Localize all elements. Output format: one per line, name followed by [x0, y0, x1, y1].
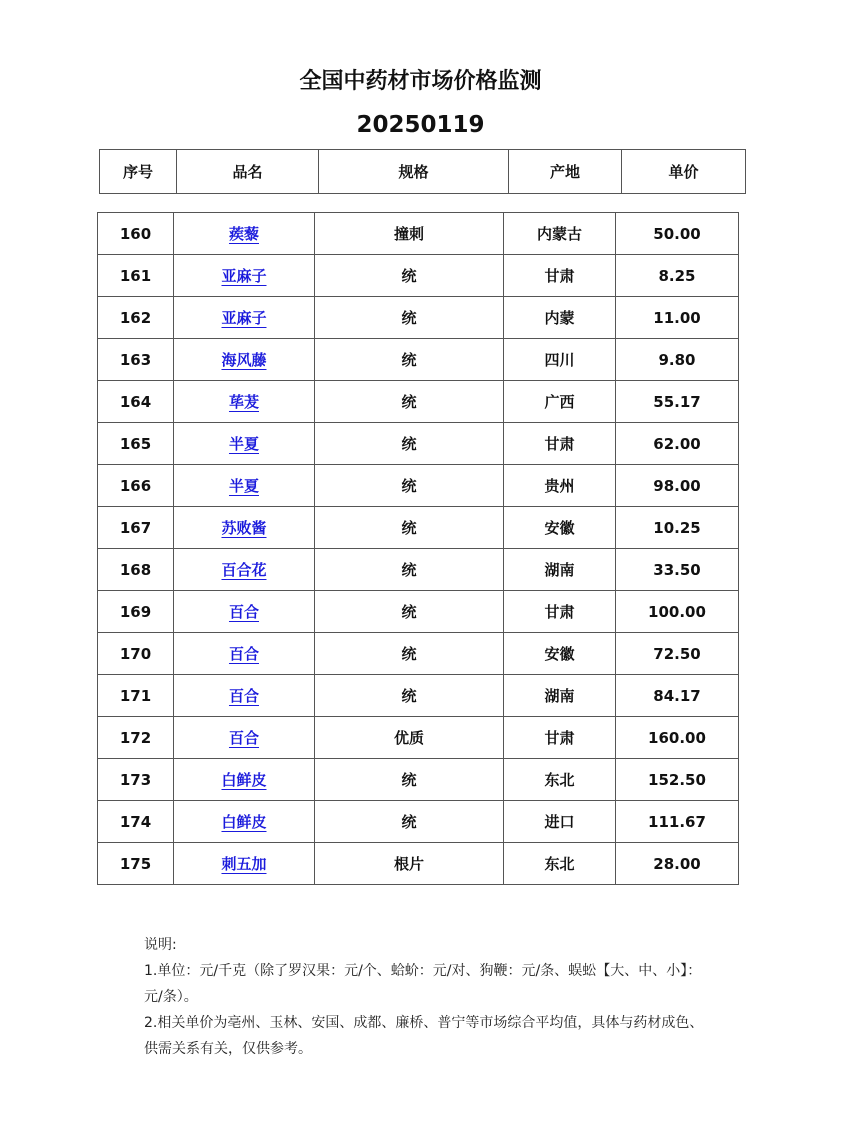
herb-name-link[interactable]: 百合 — [228, 729, 259, 747]
cell-no: 161 — [98, 255, 174, 297]
herb-name-link[interactable]: 百合 — [228, 645, 259, 663]
cell-spec: 撞刺 — [315, 213, 504, 255]
cell-spec: 统 — [315, 339, 504, 381]
cell-no: 171 — [98, 675, 174, 717]
table-row — [98, 213, 739, 255]
table-row — [98, 297, 739, 339]
table-row — [98, 507, 739, 549]
herb-name-link[interactable]: 百合 — [228, 687, 259, 705]
table-row — [98, 549, 739, 591]
cell-spec: 统 — [315, 549, 504, 591]
cell-spec: 统 — [315, 675, 504, 717]
cell-name — [174, 759, 315, 801]
cell-price: 11.00 — [616, 297, 739, 339]
cell-price: 28.00 — [616, 843, 739, 885]
cell-origin: 安徽 — [504, 633, 616, 675]
cell-origin: 甘肃 — [504, 591, 616, 633]
herb-name-link[interactable]: 半夏 — [228, 477, 259, 495]
column-header-spec: 规格 — [319, 150, 509, 194]
cell-origin: 湖南 — [504, 675, 616, 717]
cell-origin: 四川 — [504, 339, 616, 381]
page-title: 全国中药材市场价格监测 — [299, 69, 542, 94]
cell-no: 166 — [98, 465, 174, 507]
table-row — [98, 717, 739, 759]
cell-price: 72.50 — [616, 633, 739, 675]
herb-name-link[interactable]: 荜茇 — [228, 393, 259, 411]
cell-name — [174, 381, 315, 423]
cell-price: 50.00 — [616, 213, 739, 255]
cell-origin: 进口 — [504, 801, 616, 843]
cell-price: 84.17 — [616, 675, 739, 717]
cell-name — [174, 717, 315, 759]
notes-unit-line: 1.单位：元/千克（除了罗汉果：元/个、蛤蚧：元/对、狗鞭：元/条、蜈蚣【大、中、小】：元/条）。 — [144, 963, 702, 1005]
cell-name — [174, 297, 315, 339]
cell-name — [174, 339, 315, 381]
cell-spec: 统 — [315, 801, 504, 843]
notes-disclaimer-line: 2.相关单价为亳州、玉林、安国、成都、廉桥、普宁等市场综合平均值，具体与药材成色、供需关系有关，仅供参考。 — [144, 1015, 704, 1057]
cell-origin: 东北 — [504, 759, 616, 801]
cell-name — [174, 675, 315, 717]
cell-origin: 内蒙 — [504, 297, 616, 339]
cell-spec: 统 — [315, 759, 504, 801]
cell-spec: 统 — [315, 423, 504, 465]
header-table — [99, 149, 746, 194]
table-row — [98, 423, 739, 465]
cell-name — [174, 591, 315, 633]
cell-name — [174, 465, 315, 507]
column-header-name: 品名 — [177, 150, 319, 194]
herb-name-link[interactable]: 白鲜皮 — [221, 813, 267, 831]
report-date: 20250119 — [356, 112, 485, 138]
table-row — [98, 633, 739, 675]
cell-no: 169 — [98, 591, 174, 633]
cell-price: 9.80 — [616, 339, 739, 381]
cell-origin: 内蒙古 — [504, 213, 616, 255]
cell-origin: 湖南 — [504, 549, 616, 591]
cell-name — [174, 507, 315, 549]
cell-no: 175 — [98, 843, 174, 885]
cell-price: 33.50 — [616, 549, 739, 591]
herb-name-link[interactable]: 亚麻子 — [221, 309, 267, 327]
cell-spec: 统 — [315, 297, 504, 339]
column-header-price: 单价 — [622, 150, 746, 194]
notes-heading: 说明: — [144, 937, 177, 953]
header-row — [100, 150, 746, 194]
column-header-origin: 产地 — [509, 150, 622, 194]
table-row — [98, 801, 739, 843]
notes-section — [144, 932, 704, 1062]
cell-no: 165 — [98, 423, 174, 465]
price-table — [97, 212, 739, 885]
herb-name-link[interactable]: 百合花 — [221, 561, 267, 579]
cell-price: 160.00 — [616, 717, 739, 759]
cell-no: 170 — [98, 633, 174, 675]
cell-name — [174, 633, 315, 675]
herb-name-link[interactable]: 苏败酱 — [221, 519, 267, 537]
cell-no: 163 — [98, 339, 174, 381]
cell-origin: 甘肃 — [504, 423, 616, 465]
cell-no: 168 — [98, 549, 174, 591]
cell-no: 173 — [98, 759, 174, 801]
table-row — [98, 339, 739, 381]
cell-spec: 统 — [315, 255, 504, 297]
cell-price: 8.25 — [616, 255, 739, 297]
cell-origin: 东北 — [504, 843, 616, 885]
cell-name — [174, 255, 315, 297]
cell-origin: 贵州 — [504, 465, 616, 507]
cell-no: 162 — [98, 297, 174, 339]
herb-name-link[interactable]: 百合 — [228, 603, 259, 621]
cell-spec: 统 — [315, 507, 504, 549]
herb-name-link[interactable]: 半夏 — [228, 435, 259, 453]
cell-price: 152.50 — [616, 759, 739, 801]
herb-name-link[interactable]: 白鲜皮 — [221, 771, 267, 789]
cell-name — [174, 549, 315, 591]
cell-name — [174, 423, 315, 465]
cell-origin: 安徽 — [504, 507, 616, 549]
cell-spec: 统 — [315, 381, 504, 423]
cell-name — [174, 843, 315, 885]
cell-no: 174 — [98, 801, 174, 843]
table-row — [98, 255, 739, 297]
column-header-no: 序号 — [100, 150, 177, 194]
cell-spec: 统 — [315, 591, 504, 633]
herb-name-link[interactable]: 蒺藜 — [228, 225, 259, 243]
table-row — [98, 381, 739, 423]
cell-name — [174, 213, 315, 255]
herb-name-link[interactable]: 海风藤 — [221, 351, 267, 369]
cell-no: 167 — [98, 507, 174, 549]
cell-origin: 甘肃 — [504, 255, 616, 297]
cell-origin: 甘肃 — [504, 717, 616, 759]
table-row — [98, 759, 739, 801]
cell-price: 98.00 — [616, 465, 739, 507]
table-row — [98, 591, 739, 633]
cell-price: 111.67 — [616, 801, 739, 843]
cell-no: 172 — [98, 717, 174, 759]
cell-name — [174, 801, 315, 843]
cell-spec: 优质 — [315, 717, 504, 759]
table-row — [98, 675, 739, 717]
cell-origin: 广西 — [504, 381, 616, 423]
table-row — [98, 843, 739, 885]
herb-name-link[interactable]: 刺五加 — [221, 855, 267, 873]
cell-price: 62.00 — [616, 423, 739, 465]
cell-price: 55.17 — [616, 381, 739, 423]
cell-spec: 根片 — [315, 843, 504, 885]
cell-price: 100.00 — [616, 591, 739, 633]
cell-no: 160 — [98, 213, 174, 255]
cell-spec: 统 — [315, 465, 504, 507]
cell-price: 10.25 — [616, 507, 739, 549]
table-row — [98, 465, 739, 507]
herb-name-link[interactable]: 亚麻子 — [221, 267, 267, 285]
cell-no: 164 — [98, 381, 174, 423]
cell-spec: 统 — [315, 633, 504, 675]
